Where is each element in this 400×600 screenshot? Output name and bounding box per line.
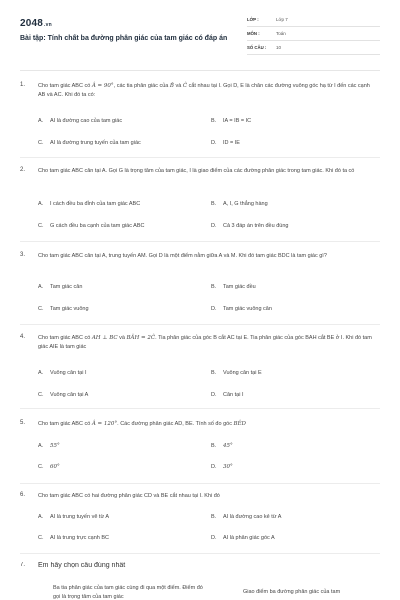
option-text: A, I, G thẳng hàng [223, 201, 268, 207]
option-a[interactable] [38, 118, 122, 124]
option-label: D. [211, 140, 217, 146]
option-label: C. [38, 535, 44, 541]
question-number: 7. [20, 562, 26, 568]
math-expr: AH ⊥ BC [91, 335, 118, 341]
option-d[interactable] [211, 223, 288, 229]
meta-key: MÔN : [247, 31, 260, 36]
option-b[interactable] [211, 370, 262, 376]
meta-row-count [247, 42, 380, 55]
option-b[interactable] [211, 284, 256, 290]
question-divider [20, 324, 380, 325]
question-divider [20, 241, 380, 242]
question-text [38, 334, 378, 352]
option-label: C. [38, 392, 44, 398]
option-text: Vuông cân tại I [50, 370, 87, 376]
option-label: D. [211, 392, 217, 398]
option-text: Cả 3 đáp án trên đều đúng [223, 223, 289, 229]
option-text: 60° [50, 464, 60, 470]
option-text: Tam giác vuông cân [223, 306, 272, 312]
option-label: D. [211, 223, 217, 229]
text-part: cắt nhau tại I. Gọi D, E là chân các đường vuông góc hạ từ I đến các cạnh AB và AC. Khi đó ta có: [38, 83, 370, 98]
option-text: IA = IB = IC [223, 118, 252, 124]
option-text: AI là đường trung tuyến của tam giác [50, 140, 141, 146]
option-text: 45° [223, 443, 233, 449]
option-c[interactable] [38, 535, 109, 541]
option-label: B. [211, 201, 217, 207]
meta-value: Toán [276, 31, 286, 36]
option-c[interactable] [38, 464, 60, 470]
option-d[interactable] [211, 140, 240, 146]
option-label: B. [211, 514, 217, 520]
option-text: Vuông cân tại A [50, 392, 89, 398]
question-6 [20, 492, 380, 562]
option-a[interactable] [38, 284, 82, 290]
worksheet-meta [247, 14, 380, 56]
option-text: 55° [50, 443, 60, 449]
question-number: 2. [20, 167, 26, 173]
option-c[interactable] [38, 306, 89, 312]
math-expr: BÊD [233, 421, 246, 427]
option-text: AI là phân giác góc A [223, 535, 275, 541]
worksheet-title: Bài tập: Tính chất ba đường phân giác của tam giác có đáp án [20, 35, 228, 42]
option-text: I cách đều ba đỉnh của tam giác ABC [50, 201, 141, 207]
math-expr: B̂ [169, 83, 174, 89]
option-text: G cách đều ba cạnh của tam giác ABC [50, 223, 145, 229]
option-d[interactable] [211, 464, 233, 470]
option-label: D. [211, 535, 217, 541]
option-a[interactable] [38, 443, 60, 449]
option-label: A. [38, 284, 44, 290]
option-text: AI là trung tuyến vẽ từ A [50, 514, 110, 520]
meta-row-class [247, 14, 380, 27]
question-divider [20, 483, 380, 484]
math-expr: Â = 90° [91, 83, 114, 89]
math-expr: Ĉ [182, 83, 188, 89]
option-text: AI là trung trực cạnh BC [50, 535, 110, 541]
question-1 [20, 82, 380, 162]
option-d[interactable] [211, 392, 243, 398]
page-header [20, 14, 380, 64]
option-text: Tam giác đều [223, 284, 256, 290]
logo-suffix: .vn [44, 22, 52, 28]
statement-a[interactable]: Ba tia phân giác của tam giác cùng đi qua một điểm. Điểm đó gọi là trọng tâm của tam giác [53, 585, 203, 600]
text-part: . Tia phân giác của góc B cắt AC tại E. Tia phân giác của góc BAH cắt BE ở I. Khi đó tam giác AIE là tam giác [38, 335, 372, 350]
option-a[interactable] [38, 514, 109, 520]
option-b[interactable] [211, 201, 268, 207]
question-2 [20, 167, 380, 247]
option-text: ID = IE [223, 140, 240, 146]
question-divider [20, 553, 380, 554]
option-label: A. [38, 118, 44, 124]
option-text: Cân tại I [223, 392, 244, 398]
option-b[interactable] [211, 514, 281, 520]
question-number: 3. [20, 252, 26, 258]
question-text: Cho tam giác ABC có hai đường phân giác CD và BE cắt nhau tại I. Khi đó [38, 493, 220, 499]
text-part: và [117, 335, 127, 341]
option-text: 30° [223, 464, 233, 470]
question-7 [20, 562, 380, 600]
statement-b[interactable]: Giao điểm ba đường phân giác của tam [243, 589, 341, 595]
text-part: Cho tam giác ABC có [38, 421, 92, 427]
option-c[interactable] [38, 140, 141, 146]
option-d[interactable] [211, 535, 275, 541]
meta-value: Lớp 7 [276, 17, 288, 22]
option-label: C. [38, 140, 44, 146]
site-logo[interactable] [20, 18, 52, 29]
option-c[interactable] [38, 392, 88, 398]
question-number: 4. [20, 334, 26, 340]
option-label: D. [211, 306, 217, 312]
question-divider [20, 157, 380, 158]
option-text: Tam giác cân [50, 284, 83, 290]
option-label: B. [211, 118, 217, 124]
question-title: Em hãy chọn câu đúng nhất [38, 562, 126, 569]
option-text: Tam giác vuông [50, 306, 89, 312]
text-part: Cho tam giác ABC có [38, 83, 92, 89]
question-text: Cho tam giác ABC cân tại A. Gọi G là trọng tâm của tam giác, I là giao điểm của các đường phân giác trong tam giác. Khi đó ta có [38, 168, 355, 174]
option-a[interactable] [38, 370, 87, 376]
question-divider [20, 408, 380, 409]
option-label: B. [211, 284, 217, 290]
option-a[interactable] [38, 201, 140, 207]
question-number: 6. [20, 492, 26, 498]
math-expr: Â = 120° [91, 421, 118, 427]
option-label: A. [38, 370, 44, 376]
logo-text: 2048 [20, 18, 44, 29]
question-5 [20, 420, 380, 490]
option-text: AI là đường cao của tam giác [50, 118, 123, 124]
option-text: Vuông cân tại E [223, 370, 262, 376]
text-part: Cho tam giác ABC có [38, 335, 92, 341]
option-d[interactable] [211, 306, 272, 312]
option-text: AI là đường cao kẻ từ A [223, 514, 282, 520]
option-label: D. [211, 464, 217, 470]
meta-key: SỐ CÂU : [247, 45, 267, 50]
question-text [38, 82, 378, 100]
option-c[interactable] [38, 223, 144, 229]
question-text [38, 420, 378, 429]
option-label: C. [38, 223, 44, 229]
option-label: C. [38, 464, 44, 470]
meta-row-subject [247, 28, 380, 41]
text-part: và [173, 83, 183, 89]
option-label: A. [38, 443, 44, 449]
option-b[interactable] [211, 443, 233, 449]
text-part: . Các đường phân giác AD, BE. Tính số đo góc [117, 421, 234, 427]
question-number: 1. [20, 82, 26, 88]
option-b[interactable] [211, 118, 251, 124]
question-4 [20, 334, 380, 414]
option-label: C. [38, 306, 44, 312]
option-label: A. [38, 201, 44, 207]
text-part: , các tia phân giác của [113, 83, 170, 89]
option-label: B. [211, 443, 217, 449]
math-expr: BÂH = 2Ĉ [126, 335, 156, 341]
meta-key: LỚP : [247, 17, 259, 22]
question-text: Cho tam giác ABC cân tại A, trung tuyến AM. Gọi D là một điểm nằm giữa A và M. Khi đó tam giác BDC là tam giác gì? [38, 253, 327, 259]
option-label: A. [38, 514, 44, 520]
header-divider [20, 70, 380, 71]
meta-value: 10 [276, 45, 282, 50]
option-label: B. [211, 370, 217, 376]
question-3 [20, 252, 380, 332]
question-number: 5. [20, 420, 26, 426]
